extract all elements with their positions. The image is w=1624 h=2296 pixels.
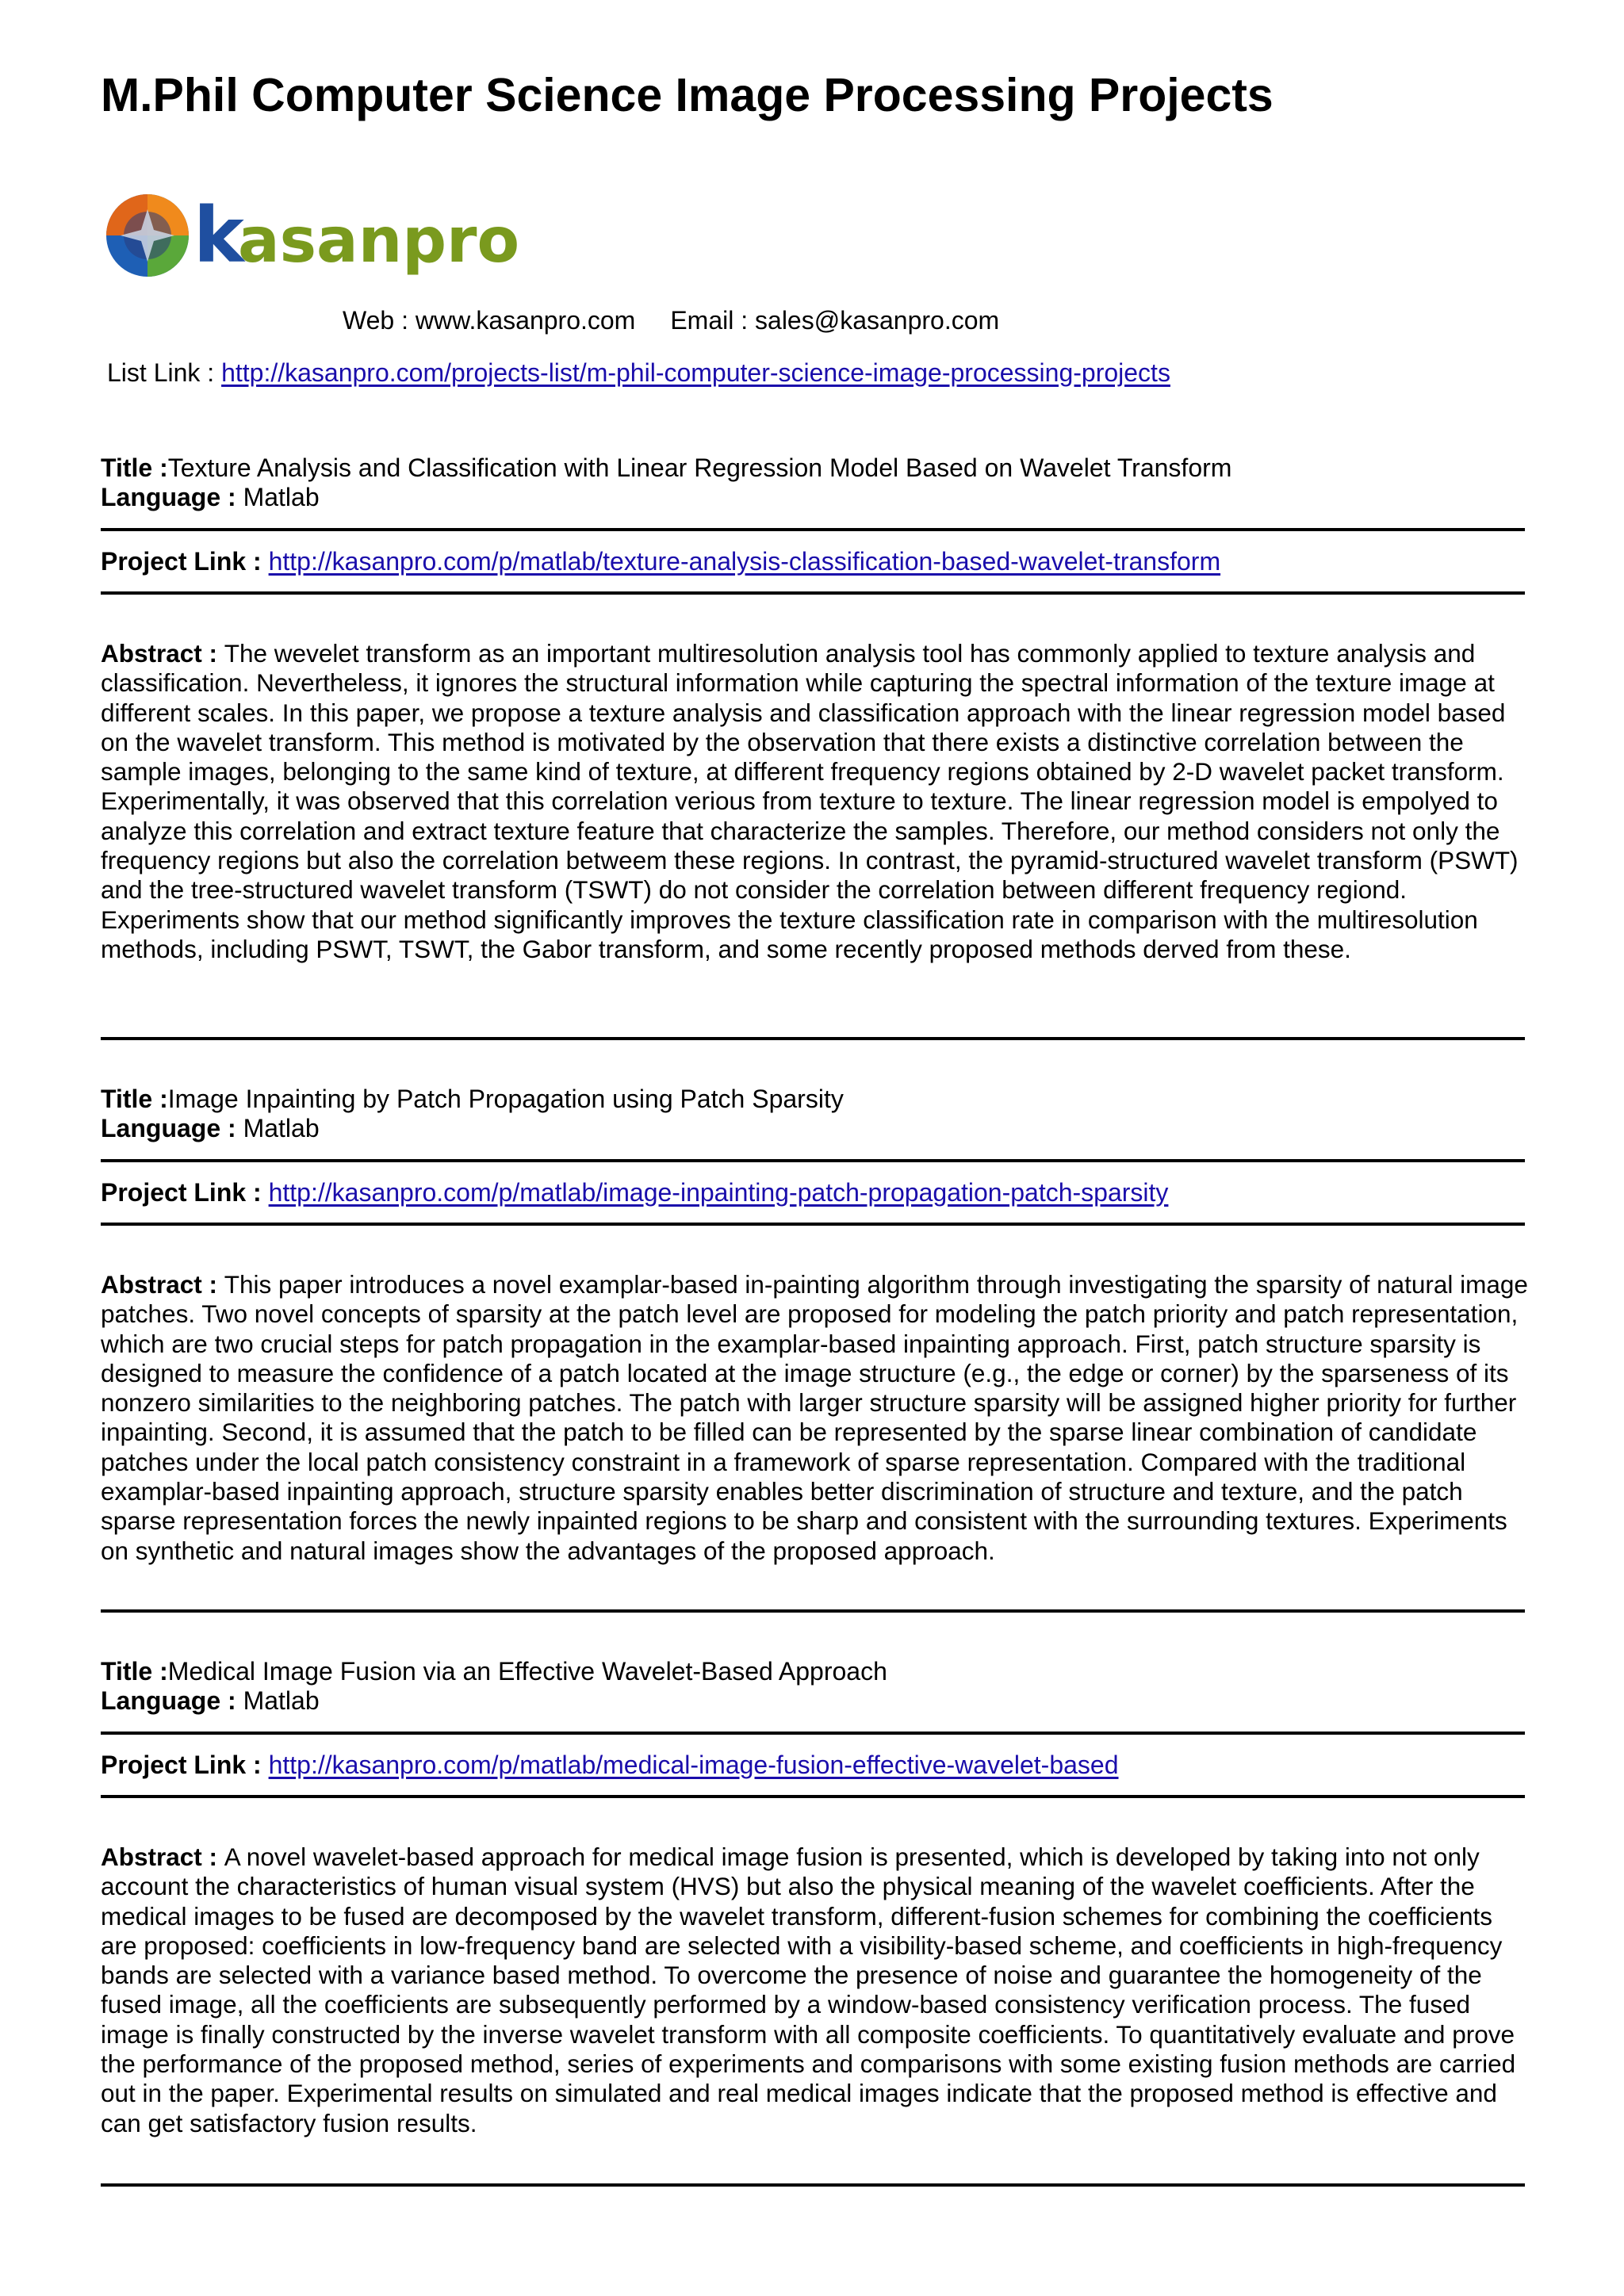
project-title: Texture Analysis and Classification with Linear Regression Model Based on Wavelet Transform (167, 453, 1232, 482)
list-link[interactable]: http://kasanpro.com/projects-list/m-phil-computer-science-image-processing-projects (221, 358, 1170, 387)
email-label: Email : (670, 306, 756, 335)
project-language: Matlab (243, 1114, 320, 1142)
project-link-label: Project Link : (101, 1751, 269, 1779)
language-label: Language : (101, 1686, 243, 1715)
web-value: www.kasanpro.com (415, 306, 636, 335)
abstract-text: A novel wavelet-based approach for medical image fusion is presented, which is developed by taking into not only account the characteristics of human visual system (HVS) but also the physical meaning of the wavelet coefficients. After the medical images to be fused are decomposed by the wavelet transform, different-fusion schemes for combining the coefficients are proposed: coefficients in low-frequency band are selected with a visibility-based scheme, and coefficients in high-frequency bands are selected with a variance based method. To overcome the presence of noise and guarantee the homogeneity of the fused image, all the coefficients are subsequently performed by a window-based consistency verification process. The fused image is finally constructed by the inverse wavelet transform with all composite coefficients. To quantitatively evaluate and prove the performance of the proposed method, series of experiments and comparisons with some existing fusion methods are carried out in the paper. Experimental results on simulated and real medical images indicate that the proposed method is effective and can get satisfactory fusion results. (101, 1843, 1516, 2137)
title-label: Title : (101, 1657, 168, 1686)
divider (101, 591, 1525, 595)
divider (101, 1159, 1525, 1162)
project-link[interactable]: http://kasanpro.com/p/matlab/image-inpainting-patch-propagation-patch-sparsity (268, 1178, 1169, 1207)
project-1-abstract (101, 639, 1528, 964)
project-2-link-line (101, 1178, 1168, 1207)
project-title: Medical Image Fusion via an Effective Wavelet-Based Approach (167, 1657, 887, 1686)
project-link[interactable]: http://kasanpro.com/p/matlab/medical-image-fusion-effective-wavelet-based (268, 1751, 1119, 1779)
title-label: Title : (101, 453, 168, 482)
title-label: Title : (101, 1085, 168, 1113)
language-label: Language : (101, 1114, 243, 1142)
contact-line (343, 306, 999, 335)
project-1-link-line (101, 547, 1220, 576)
logo-word: asanpro (238, 205, 520, 277)
project-1-header (101, 453, 1525, 512)
project-3-link-line (101, 1751, 1119, 1780)
kasanpro-logo (105, 192, 533, 279)
list-link-line (107, 358, 1170, 388)
divider (101, 2183, 1525, 2187)
list-link-label: List Link : (107, 358, 222, 387)
web-label: Web : (343, 306, 416, 335)
logo-letter-k: k (193, 192, 244, 279)
project-title: Image Inpainting by Patch Propagation using Patch Sparsity (167, 1085, 844, 1113)
divider (101, 528, 1525, 531)
divider (101, 1732, 1525, 1735)
abstract-label: Abstract : (101, 1843, 224, 1871)
language-label: Language : (101, 483, 243, 511)
abstract-label: Abstract : (101, 1270, 224, 1299)
divider (101, 1609, 1525, 1613)
divider (101, 1795, 1525, 1798)
project-link[interactable]: http://kasanpro.com/p/matlab/texture-analysis-classification-based-wavelet-transform (268, 547, 1221, 576)
abstract-text: The wevelet transform as an important multiresolution analysis tool has commonly applied to texture analysis and classification. Nevertheless, it ignores the structural information while capturing the spectral information of the texture image at different scales. In this paper, we propose a texture analysis and classification approach with the linear regression model based on the wavelet transform. This method is motivated by the observation that there exists a distinctive correlation between the sample images, belonging to the same kind of texture, at different frequency regions obtained by 2-D wavelet packet transform. Experimentally, it was observed that this correlation verious from texture to texture. The linear regression model is empolyed to analyze this correlation and extract texture feature that characterize the samples. Therefore, our method considers not only the frequency regions but also the correlation betweem these regions. In contrast, the pyramid-structured wavelet transform (PSWT) and the tree-structured wavelet transform (TSWT) do not consider the correlation between different frequency regiond. Experiments show that our method significantly improves the texture classification rate in comparison with the multiresolution methods, including PSWT, TSWT, the Gabor transform, and some recently proposed methods derved from these. (101, 639, 1519, 963)
abstract-label: Abstract : (101, 639, 224, 668)
project-2-header (101, 1085, 1525, 1143)
project-language: Matlab (243, 483, 320, 511)
logo-orb-icon (106, 194, 189, 277)
divider (101, 1223, 1525, 1226)
project-3-header (101, 1657, 1525, 1716)
project-link-label: Project Link : (101, 1178, 269, 1207)
email-value: sales@kasanpro.com (755, 306, 1000, 335)
page-title: M.Phil Computer Science Image Processing Projects (101, 69, 1274, 121)
project-language: Matlab (243, 1686, 320, 1715)
divider (101, 1037, 1525, 1040)
project-2-abstract (101, 1270, 1528, 1566)
abstract-text: This paper introduces a novel examplar-based in-painting algorithm through investigating the sparsity of natural image patches. Two novel concepts of sparsity at the patch level are proposed for modeling the patch priority and patch representation, which are two crucial steps for patch propagation in the examplar-based inpainting approach. First, patch structure sparsity is designed to measure the confidence of a patch located at the image structure (e.g., the edge or corner) by the sparseness of its nonzero similarities to the neighboring patches. The patch with larger structure sparsity will be assigned higher priority for further inpainting. Second, it is assumed that the patch to be filled can be represented by the sparse linear combination of candidate patches under the local patch consistency constraint in a framework of sparse representation. Compared with the traditional examplar-based inpainting approach, structure sparsity enables better discrimination of structure and texture, and the patch sparse representation forces the newly inpainted regions to be sharp and consistent with the surrounding textures. Experiments on synthetic and natural images show the advantages of the proposed approach. (101, 1270, 1528, 1565)
project-3-abstract (101, 1843, 1528, 2138)
project-link-label: Project Link : (101, 547, 269, 576)
